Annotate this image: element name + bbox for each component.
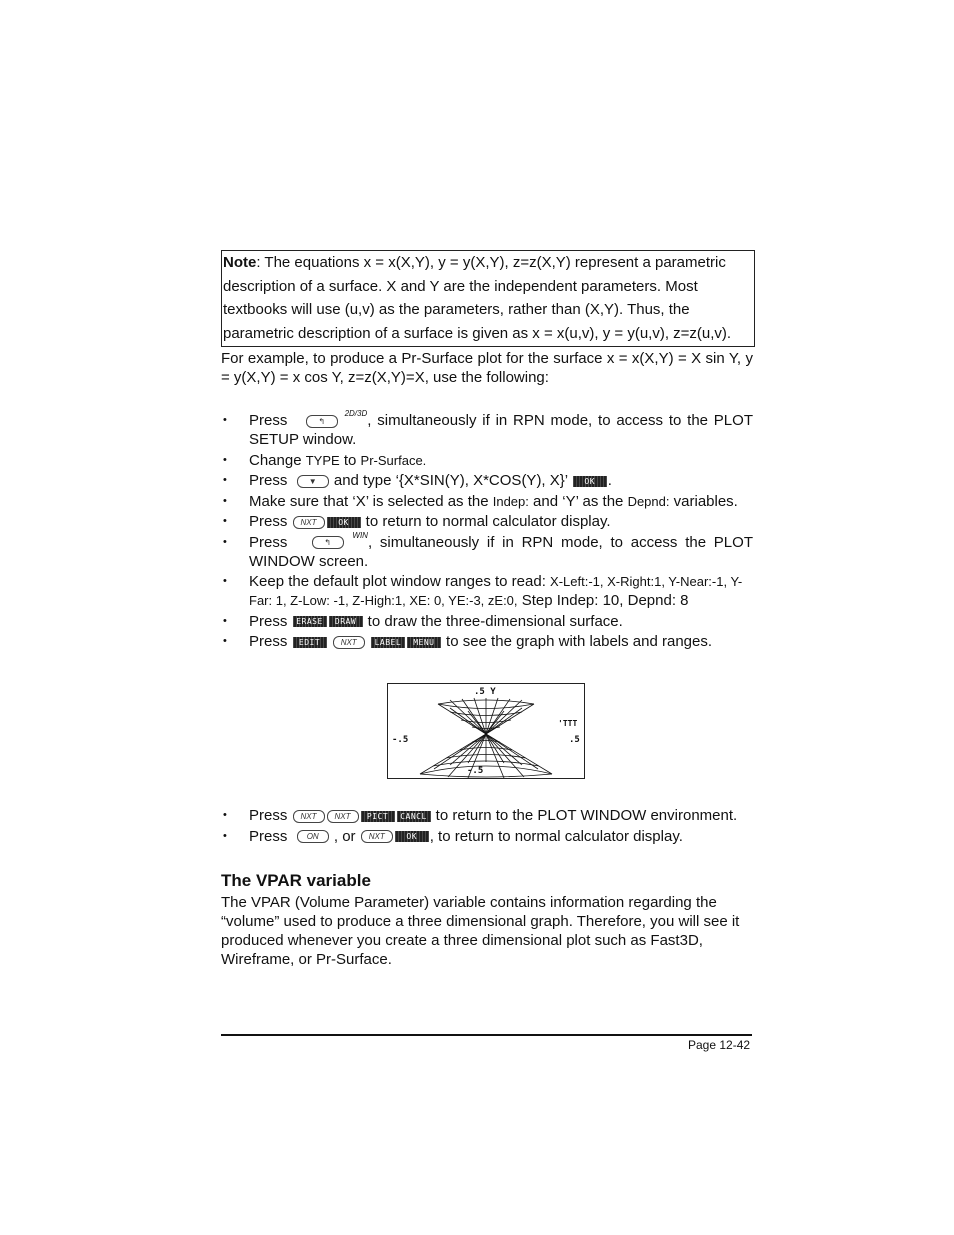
step-8: • Press ERASE DRAW to draw the three-dimensional surface. — [223, 612, 623, 630]
down-arrow-key[interactable]: ▼ — [297, 475, 329, 488]
bullet-icon: • — [223, 829, 227, 842]
step-3: • Press ▼ and type ‘{X*SIN(Y), X*COS(Y), X}’ OK . — [223, 472, 612, 489]
cancel-softkey[interactable]: CANCL — [397, 811, 431, 822]
step-5: • Press NXT OK to return to normal calculator display. — [223, 513, 611, 530]
bullet-icon: • — [223, 535, 227, 548]
note-line-2: description of a surface. X and Y are the independent parameters. Most — [223, 277, 698, 295]
steps-list — [221, 411, 753, 653]
screen-right-label: 'TTT — [558, 719, 578, 728]
steps-list-2 — [221, 806, 753, 847]
calculator-screen — [387, 683, 585, 779]
step-9: • Press EDIT NXT LABEL MENU to see the graph with labels and ranges. — [223, 633, 713, 650]
erase-softkey[interactable]: ERASE — [293, 616, 327, 627]
left-shift-key[interactable]: ↰ — [306, 415, 338, 428]
nxt-key[interactable]: NXT — [293, 516, 325, 529]
surface-plot — [388, 684, 584, 778]
key-win-label: WIN — [352, 530, 368, 540]
bullet-icon: • — [223, 575, 227, 587]
bullet-icon: • — [223, 494, 227, 507]
bullet-icon: • — [223, 809, 227, 821]
step-6: • Press ↰ WIN, simultaneously if in RPN mode, to access the PLOT WINDOW screen. — [223, 530, 753, 570]
bullet-icon: • — [223, 453, 227, 466]
screen-top-label: .5 Y — [474, 687, 496, 697]
bullet-icon: • — [223, 515, 227, 527]
edit-softkey[interactable]: EDIT — [293, 637, 327, 648]
ok-softkey[interactable]: OK — [573, 476, 607, 487]
pict-softkey[interactable]: PICT — [361, 811, 395, 822]
ok-softkey[interactable]: OK — [327, 517, 361, 528]
step-10: • Press NXT NXT PICT CANCL to return to the PLOT WINDOW environment. — [223, 807, 738, 824]
note-box — [221, 250, 755, 347]
bullet-icon: • — [223, 474, 227, 486]
page-number: Page 12-42 — [688, 1038, 751, 1052]
ok-softkey[interactable]: OK — [395, 831, 429, 842]
step-4: • Make sure that ‘X’ is selected as the Indep: and ‘Y’ as the Depnd: variables. — [223, 492, 738, 510]
step-1: • Press ↰ 2D/3D, simultaneously if in RPN mode, to access to the PLOT SETUP window. — [223, 409, 753, 448]
nxt-key[interactable]: NXT — [361, 830, 393, 843]
nxt-key[interactable]: NXT — [333, 636, 365, 649]
step-11: • Press ON , or NXT OK , to return to normal calculator display. — [223, 827, 683, 845]
screen-right-value: .5 — [569, 735, 580, 745]
wireframe-lower-cone — [420, 734, 552, 778]
intro-paragraph: For example, to produce a Pr-Surface plot for the surface x = x(X,Y) = X sin Y, y = y(X,Y) = x cos Y, z=z(X,Y)=X, use the following: — [221, 350, 753, 386]
bullet-icon: • — [223, 414, 227, 426]
wireframe-upper-cone — [438, 698, 534, 734]
section-heading: The VPAR variable — [221, 871, 371, 890]
nxt-key[interactable]: NXT — [293, 810, 325, 823]
section-body: The VPAR (Volume Parameter) variable contains information regarding the “volume” used to produce a three dimensional graph. Therefore, you will see it produced whenever you create a three dimensional plot such as Fast3D, Wireframe, or Pr-Surface. — [221, 894, 740, 968]
on-key[interactable]: ON — [297, 830, 329, 843]
step-2: • Change TYPE to Pr-Surface. — [223, 451, 427, 469]
note-text-1: : The equations x = x(X,Y), y = y(X,Y), z=z(X,Y) represent a parametric — [256, 254, 726, 271]
step-7: • Keep the default plot window ranges to read: X-Left:-1, X-Right:1, Y-Near:-1, Y-Far: 1, Z-Low: -1, Z-High:1, XE: 0, YE:-3, zE:0, Step Indep: 10, Depnd: 8 — [223, 573, 743, 609]
note-line-4: parametric description of a surface is given as x = x(u,v), y = y(u,v), z=z(u,v). — [223, 325, 732, 343]
bullet-icon: • — [223, 614, 227, 627]
label-softkey[interactable]: LABEL — [371, 637, 405, 648]
key-2d3d-label: 2D/3D — [344, 409, 368, 418]
menu-softkey[interactable]: MENU — [407, 637, 441, 648]
note-line-1 — [223, 251, 754, 275]
bullet-icon: • — [223, 635, 227, 647]
note-line-3: textbooks will use (u,v) as the parameters, rather than (X,Y). Thus, the — [223, 301, 690, 319]
nxt-key[interactable]: NXT — [327, 810, 359, 823]
left-shift-key[interactable]: ↰ — [312, 536, 344, 549]
screen-left-value: -.5 — [392, 735, 409, 745]
note-label: Note — [223, 254, 257, 271]
screen-bottom-label: -.5 — [467, 766, 484, 776]
draw-softkey[interactable]: DRAW — [329, 616, 363, 627]
footer-rule — [221, 1034, 752, 1036]
